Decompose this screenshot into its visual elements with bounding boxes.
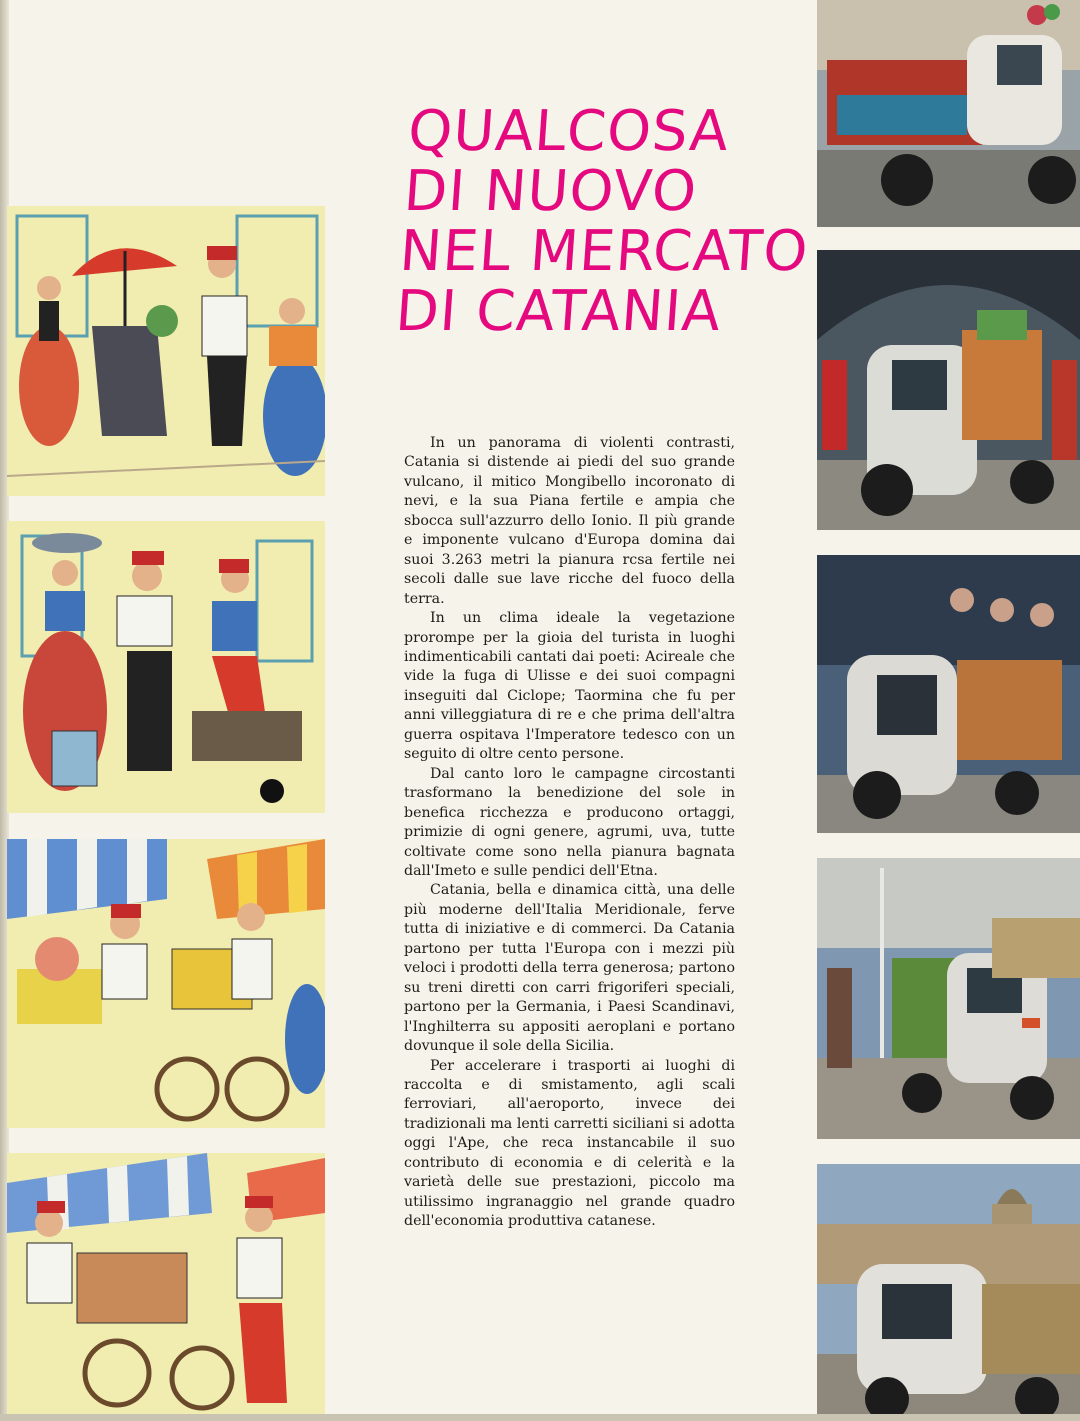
headline-line-2: DI NUOVO	[401, 159, 700, 224]
headline-line-4: DI CATANIA	[393, 279, 724, 344]
photo-ape-with-vegetables	[817, 858, 1080, 1139]
illustration-cart-vendors	[7, 1153, 325, 1421]
photo-ape-under-arches	[817, 250, 1080, 530]
illustration-market-stalls	[7, 839, 325, 1128]
article-paragraph-1: In un panorama di violenti contrasti, Catania si distende ai piedi del suo grande vulcano, il mitico Mongibello incoronato di nevi, e la sua Piana fertile e ampia che sbocca sull'azzurro dello Ionio. Il più grande e imponente vulcano d'Europa domina dai suoi 3.263 metri la pianura rcsa fertile nei secoli dalle sue lave ricche del fuoco della terra.	[404, 435, 735, 607]
illustration-fish-sellers	[7, 521, 325, 813]
headline-line-3: NEL MERCATO	[397, 219, 811, 284]
photo-ape-near-cathedral	[817, 1164, 1080, 1414]
headline-line-1: QUALCOSA	[406, 99, 732, 164]
article-paragraph-2: In un clima ideale la vegetazione prorompe per la gioia del turista in luoghi indimenticabili cantati dai poeti: Acireale che vide la fuga di Ulisse e dei suoi compagni inseguiti dal Ciclope; Taormina che fu per anni villeggiatura di re e che prima dell'altra guerra ospitava l'Imperatore tedesco con un seguito di oltre cento persone.	[404, 610, 735, 763]
photo-vendors-on-ape	[817, 555, 1080, 833]
article-paragraph-3: Dal canto loro le campagne circostanti trasformano la benedizione del sole in benefica ricchezza e producono ortaggi, primizie di ogni genere, agrumi, uva, tutte coltivate come sono nella pianura bagnata dall'Imeto e sulle pendici dell'Etna.	[404, 765, 735, 879]
article-paragraph-5: Per accelerare i trasporti ai luoghi di raccolta e di smistamento, agli scali ferroviari, all'aeroporto, invece dei tradizionali ma lenti carretti siciliani si adotta oggi l'Ape, che reca instancabile il suo contributo di economia e di celerità e la varietà delle sue prestazioni, piccolo ma utilissimo ingranaggio nel grande quadro dell'economia produttiva catanese.	[404, 1057, 735, 1230]
illustration-donkey-market	[7, 206, 325, 496]
article-body	[404, 434, 735, 1232]
headline	[393, 99, 811, 344]
photo-painted-ape-cart	[817, 0, 1080, 227]
article-paragraph-4: Catania, bella e dinamica città, una delle più moderne dell'Italia Meridionale, ferve tutta di iniziative e di commerci. Da Catania partono per tutta l'Europa con i mezzi più veloci i prodotti della terra generosa; partono su treni diretti con carri frigoriferi speciali, partono per la Germania, i Paesi Scandinavi, l'Inghilterra su appositi aeroplani e portano dovunque il sole della Sicilia.	[404, 882, 735, 1055]
page-bottom-edge	[0, 1414, 1080, 1421]
